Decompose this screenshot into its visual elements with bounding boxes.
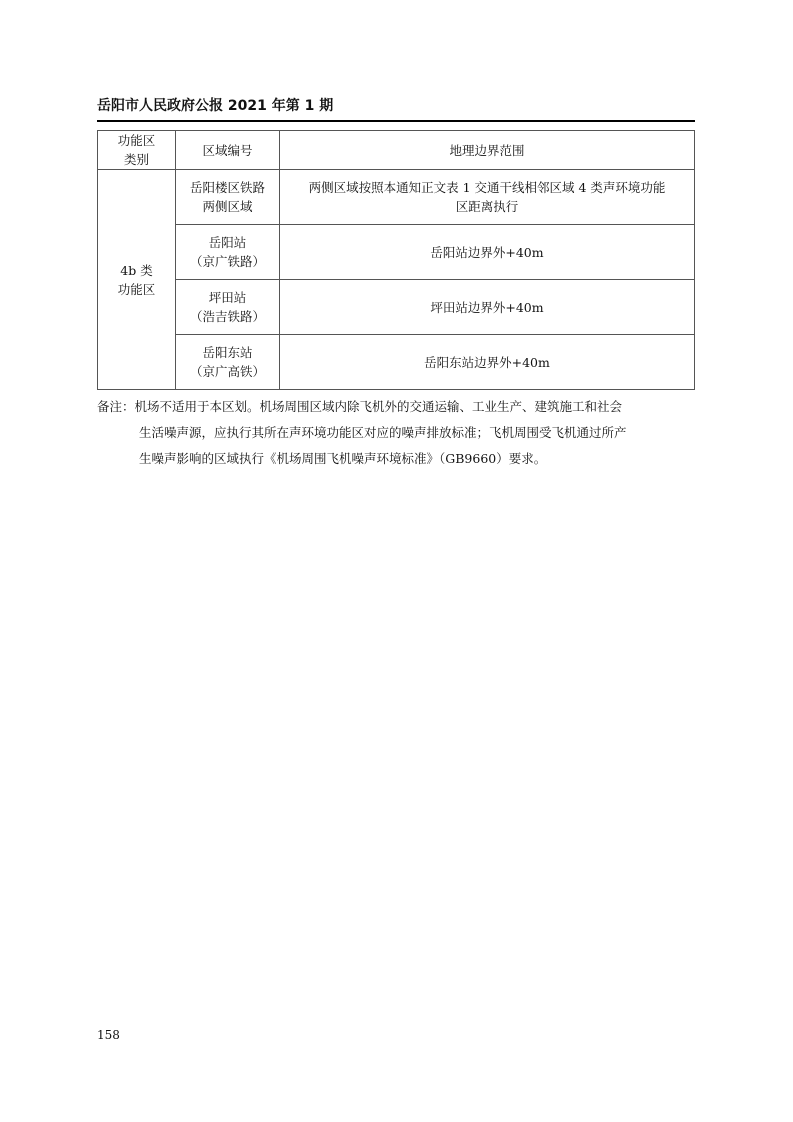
note-line: 生活噪声源，应执行其所在声环境功能区对应的噪声排放标准；飞机周围受飞机通过所产 xyxy=(139,425,627,440)
table-row xyxy=(98,225,695,280)
zone-cell xyxy=(176,225,280,280)
zone-cell xyxy=(176,335,280,390)
zone-cell xyxy=(176,170,280,225)
zone-line2: 两侧区域 xyxy=(202,199,253,214)
zone-line2: （浩吉铁路） xyxy=(189,309,265,324)
header-category xyxy=(98,131,176,170)
table-row xyxy=(98,335,695,390)
category-line2: 功能区 xyxy=(117,281,156,297)
boundary-cell: 坪田站边界外+40m xyxy=(280,280,695,335)
page-number: 158 xyxy=(97,1028,120,1042)
note-line: 备注：机场不适用于本区划。机场周围区域内除飞机外的交通运输、工业生产、建筑施工和社会 xyxy=(97,399,623,414)
note-block xyxy=(97,394,697,472)
boundary-cell xyxy=(280,170,695,225)
boundary-cell: 岳阳站边界外+40m xyxy=(280,225,695,280)
zone-line1: 岳阳楼区铁路 xyxy=(189,180,265,195)
zone-line1: 坪田站 xyxy=(208,290,247,305)
zone-line1: 岳阳站 xyxy=(208,235,247,250)
boundary-cell: 岳阳东站边界外+40m xyxy=(280,335,695,390)
table-row xyxy=(98,280,695,335)
boundary-line2: 区距离执行 xyxy=(455,199,519,214)
category-cell xyxy=(98,170,176,390)
zone-line1: 岳阳东站 xyxy=(202,345,253,360)
header-category-line2: 类别 xyxy=(123,152,149,167)
header-rule xyxy=(97,120,695,122)
header-boundary: 地理边界范围 xyxy=(280,131,695,170)
zone-line2: （京广铁路） xyxy=(189,254,265,269)
category-line1: 4b 类 xyxy=(120,262,153,278)
zone-cell xyxy=(176,280,280,335)
table-header-row xyxy=(98,131,695,170)
table-row xyxy=(98,170,695,225)
header-category-line1: 功能区 xyxy=(117,133,156,148)
zone-line2: （京广高铁） xyxy=(189,364,265,379)
boundary-line1: 两侧区域按照本通知正文表 1 交通干线相邻区域 4 类声环境功能 xyxy=(308,180,666,195)
document-header: 岳阳市人民政府公报 2021 年第 1 期 xyxy=(97,98,334,114)
note-line: 生噪声影响的区域执行《机场周围飞机噪声环境标准》（GB9660）要求。 xyxy=(139,451,547,466)
header-zone: 区域编号 xyxy=(176,131,280,170)
noise-zone-table xyxy=(97,130,695,390)
